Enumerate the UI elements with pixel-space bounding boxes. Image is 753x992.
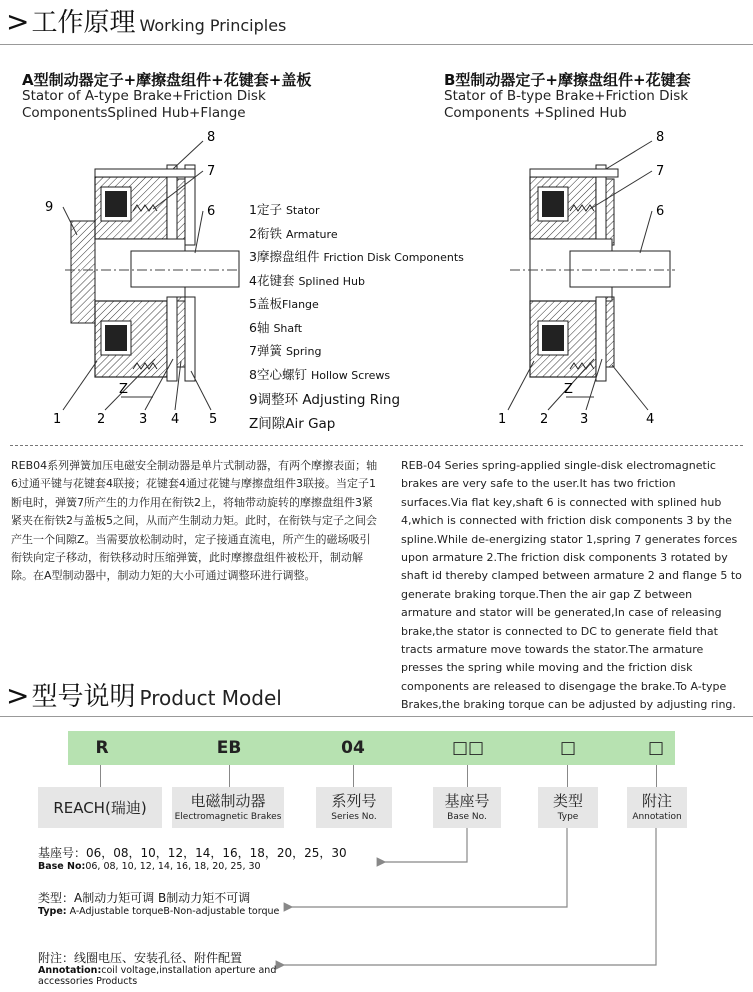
a-callout-2: 2 xyxy=(97,412,106,427)
connector-line xyxy=(567,765,568,787)
code-type: □ xyxy=(559,738,577,758)
a-callout-8: 8 xyxy=(207,130,216,145)
a-type-brake-drawing xyxy=(35,125,240,430)
a-callout-4: 4 xyxy=(171,412,180,427)
legend-item: 3摩擦盘组件 Friction Disk Components xyxy=(249,249,464,264)
a-type-sub2: ComponentsSplined Hub+Flange xyxy=(22,105,246,121)
b-callout-8: 8 xyxy=(656,130,665,145)
b-callout-4: 4 xyxy=(646,412,655,427)
base-note-zh: 基座号：06，08，10，12，14，16，18，20，25，30 xyxy=(38,846,347,860)
b-callout-2: 2 xyxy=(540,412,549,427)
a-callout-6: 6 xyxy=(207,204,216,219)
b-type-sub2: Components +Splined Hub xyxy=(444,105,627,121)
legend-item: 9调整环 Adjusting Ring xyxy=(249,392,401,408)
annotation-note-zh: 附注：线圈电压、安装孔径、附件配置 xyxy=(38,951,243,965)
working-principles-title xyxy=(6,2,286,39)
model-title-en: Product Model xyxy=(139,686,282,710)
legend-item: 8空心螺钉 Hollow Screws xyxy=(249,366,391,382)
legend-item: Z间隙Air Gap xyxy=(249,415,336,432)
annotation-note-en-2: accessories Products xyxy=(38,976,138,987)
connector-line xyxy=(353,765,354,787)
chevron-right-icon: > xyxy=(6,679,30,712)
type-note-en: Type: A-Adjustable torqueB-Non-adjustable torque xyxy=(38,906,280,917)
connector-line xyxy=(229,765,230,787)
model-divider xyxy=(0,716,753,717)
a-callout-3: 3 xyxy=(139,412,148,427)
box-type: 类型 Type xyxy=(538,787,598,828)
type-note-zh: 类型：A制动力矩可调 B制动力矩不可调 xyxy=(38,891,251,905)
b-type-brake-drawing xyxy=(490,125,675,430)
connector-line xyxy=(656,765,657,787)
b-callout-7: 7 xyxy=(656,164,665,179)
product-model-title xyxy=(6,676,282,713)
annotation-note-en: Annotation:coil voltage,installation aperture and xyxy=(38,965,277,976)
model-title-zh: 型号说明 xyxy=(31,682,136,712)
b-callout-3: 3 xyxy=(580,412,589,427)
b-type-sub1: Stator of B-type Brake+Friction Disk xyxy=(444,88,689,104)
code-r: R xyxy=(95,738,109,758)
base-note-en: Base No:06, 08, 10, 12, 14, 16, 18, 20, 25, 30 xyxy=(38,861,261,872)
box-reach: REACH(瑞迪) xyxy=(38,787,162,828)
b-callout-z: Z xyxy=(564,382,573,397)
working-title-en: Working Principles xyxy=(139,16,287,35)
dashed-divider xyxy=(10,445,743,446)
title-divider xyxy=(0,44,753,45)
connector-line xyxy=(100,765,101,787)
description-zh: REB04系列弹簧加压电磁安全制动器是单片式制动器，有两个摩擦表面；轴6过通平键与花键套4联接；花键套4通过花键与摩擦盘组件3联接。当定子1断电时，弹簧7所产生的力作用在衔铁2上，将轴带动旋转的摩擦盘组件3紧紧夹在衔铁2与盖板5之间，从而产生制动力矩。此时，在衔铁与定子之间会产生一个间隙Z。当需要放松制动时，定子接通直流电，所产生的磁场吸引衔铁向定子移动，衔铁移动时压缩弹簧，此时摩擦盘组件被松开，制动解除。在A型制动器中，制动力矩的大小可通过调整环进行调整。 xyxy=(11,459,378,583)
a-callout-5: 5 xyxy=(209,412,218,427)
b-type-title: B型制动器定子+摩擦盘组件+花键套 xyxy=(444,71,691,89)
legend-item: 4花键套 Splined Hub xyxy=(249,272,365,288)
legend-item: 7弹簧 Spring xyxy=(249,343,322,358)
code-base: □□ xyxy=(451,738,485,758)
description-en: REB-04 Series spring-applied single-disk electromagnetic brakes are very safe to the user.It has two friction surfaces.Via flat key,shaft 6 is connected with splined hub 4,which is connected with friction disk components 3 by the spline.While de-energizing stator 1,spring 7 generates forces upon armature 2.The friction disk components 3 rotated by shaft id thereby clamped between armature 2 and flange 5 to generate braking torque.Then the air gap Z between armature and stator will be generated,In case of releasing brake,the stator is connected to DC to generate field that tracts armature move towards the stator.The armature presses the spring while moving and the friction disk components are released to disengage the brake.To A-type Brakes,the braking torque can be adjusted by adjusting ring. xyxy=(401,459,742,712)
a-callout-1: 1 xyxy=(53,412,62,427)
legend-item: 6轴 Shaft xyxy=(249,319,303,335)
legend-item: 5盖板Flange xyxy=(249,296,319,311)
box-annotation: 附注 Annotation xyxy=(627,787,687,828)
a-type-title: A型制动器定子+摩擦盘组件+花键套+盖板 xyxy=(22,71,312,89)
legend-item: 1定子 Stator xyxy=(249,202,320,217)
chevron-right-icon: > xyxy=(6,5,30,38)
a-type-sub1: Stator of A-type Brake+Friction Disk xyxy=(22,88,266,104)
box-series-no: 系列号 Series No. xyxy=(316,787,392,828)
a-callout-z: Z xyxy=(119,382,128,397)
connector-line xyxy=(467,765,468,787)
code-eb: EB xyxy=(216,738,242,758)
legend-item: 2衔铁 Armature xyxy=(249,225,338,241)
b-callout-6: 6 xyxy=(656,204,665,219)
code-annotation: □ xyxy=(647,738,665,758)
b-callout-1: 1 xyxy=(498,412,507,427)
working-title-zh: 工作原理 xyxy=(31,8,136,38)
code-series: 04 xyxy=(341,738,365,758)
box-base-no: 基座号 Base No. xyxy=(433,787,501,828)
a-callout-9: 9 xyxy=(45,200,54,215)
box-electromagnetic-brakes: 电磁制动器 Electromagnetic Brakes xyxy=(172,787,284,828)
a-callout-7: 7 xyxy=(207,164,216,179)
